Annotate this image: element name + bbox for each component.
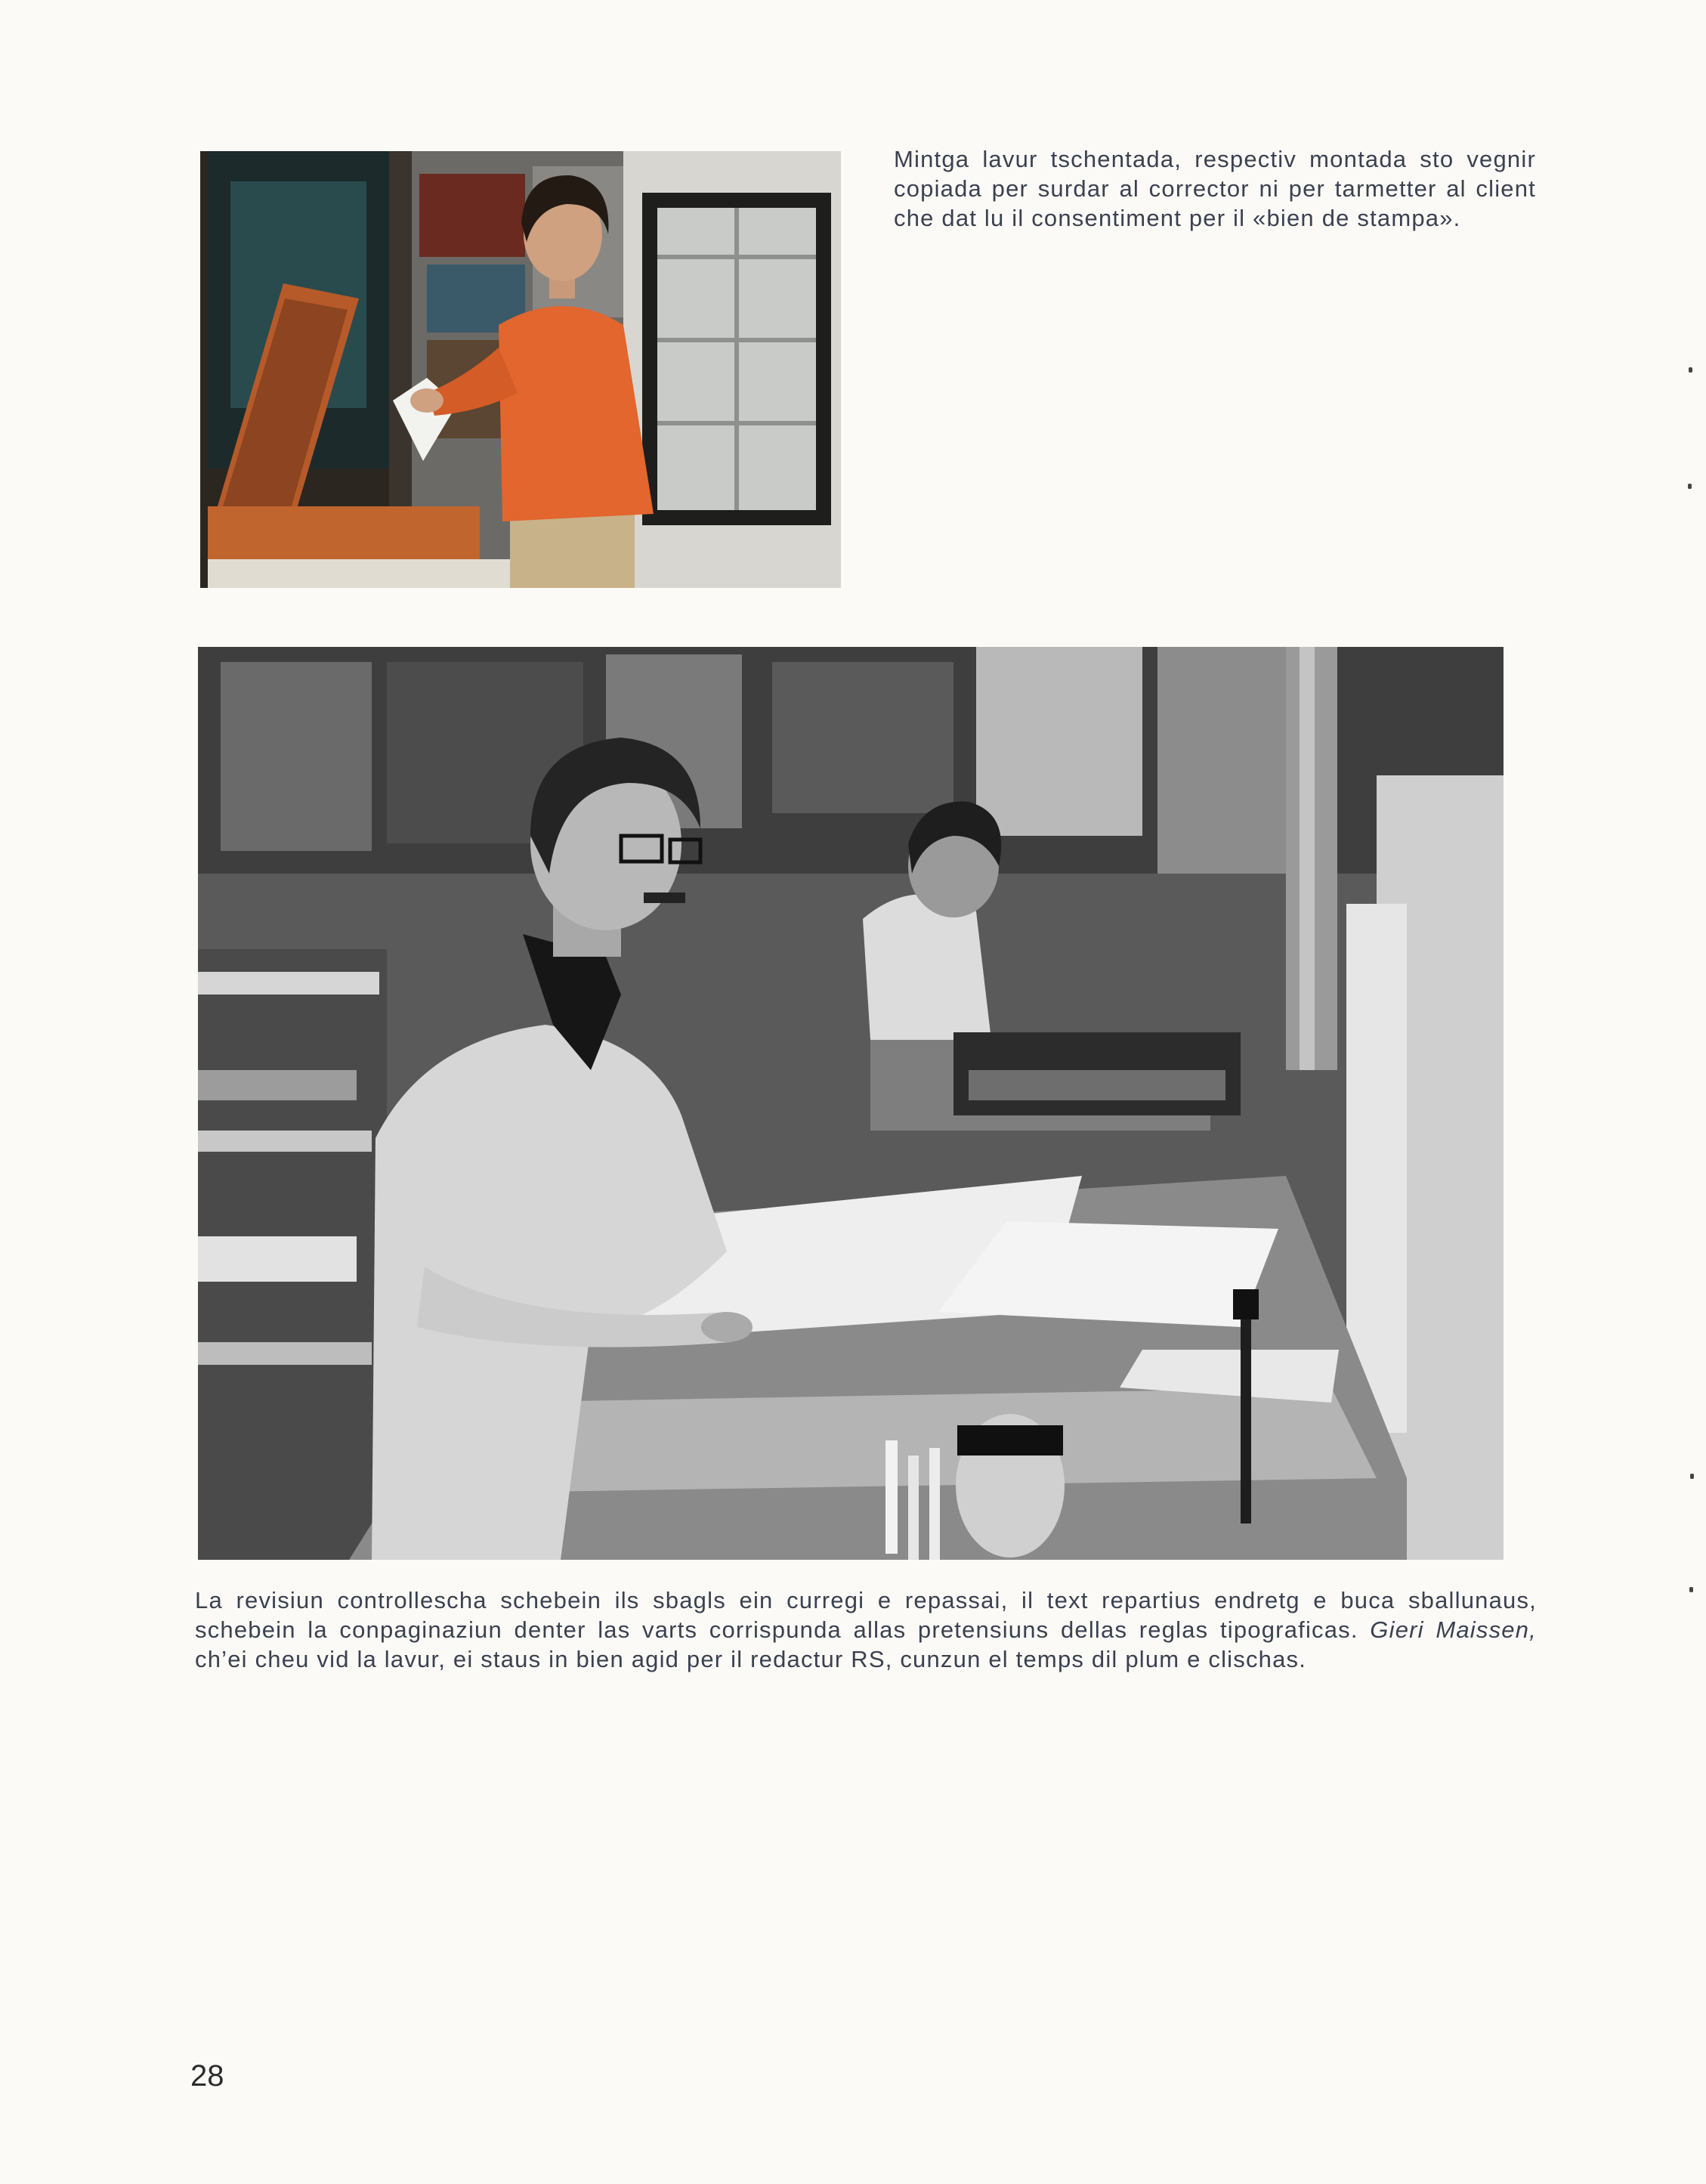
scan-speck <box>1689 1587 1693 1592</box>
scan-speck <box>1688 484 1692 489</box>
caption-bottom-text-1: La revisiun controllescha schebein ils sbagls ein curregi e repassai, il text repartius endretg e buca sballunaus, schebein la conpaginaziun denter las varts corrispunda allas pretensiuns dellas reglas tipograficas. <box>195 1587 1537 1643</box>
caption-bottom-text-2: ch’ei cheu vid la lavur, ei staus in bien agid per il redactur RS, cunzun el temps dil plum e clischas. <box>195 1646 1307 1672</box>
photo-proofreaders <box>198 647 1504 1560</box>
caption-bottom-name: Gieri Maissen, <box>1370 1616 1537 1643</box>
scan-speck <box>1690 1474 1694 1479</box>
scan-speck <box>1689 367 1692 373</box>
caption-top: Mintga lavur tschentada, respectiv montada sto vegnir copiada per surdar al corrector ni per tarmetter al client che dat lu il consentiment per il «bien de stampa». <box>894 146 1536 231</box>
caption-bottom <box>195 1585 1537 1674</box>
photo-copier-operator <box>200 151 841 588</box>
page-number: 28 <box>190 2059 224 2093</box>
